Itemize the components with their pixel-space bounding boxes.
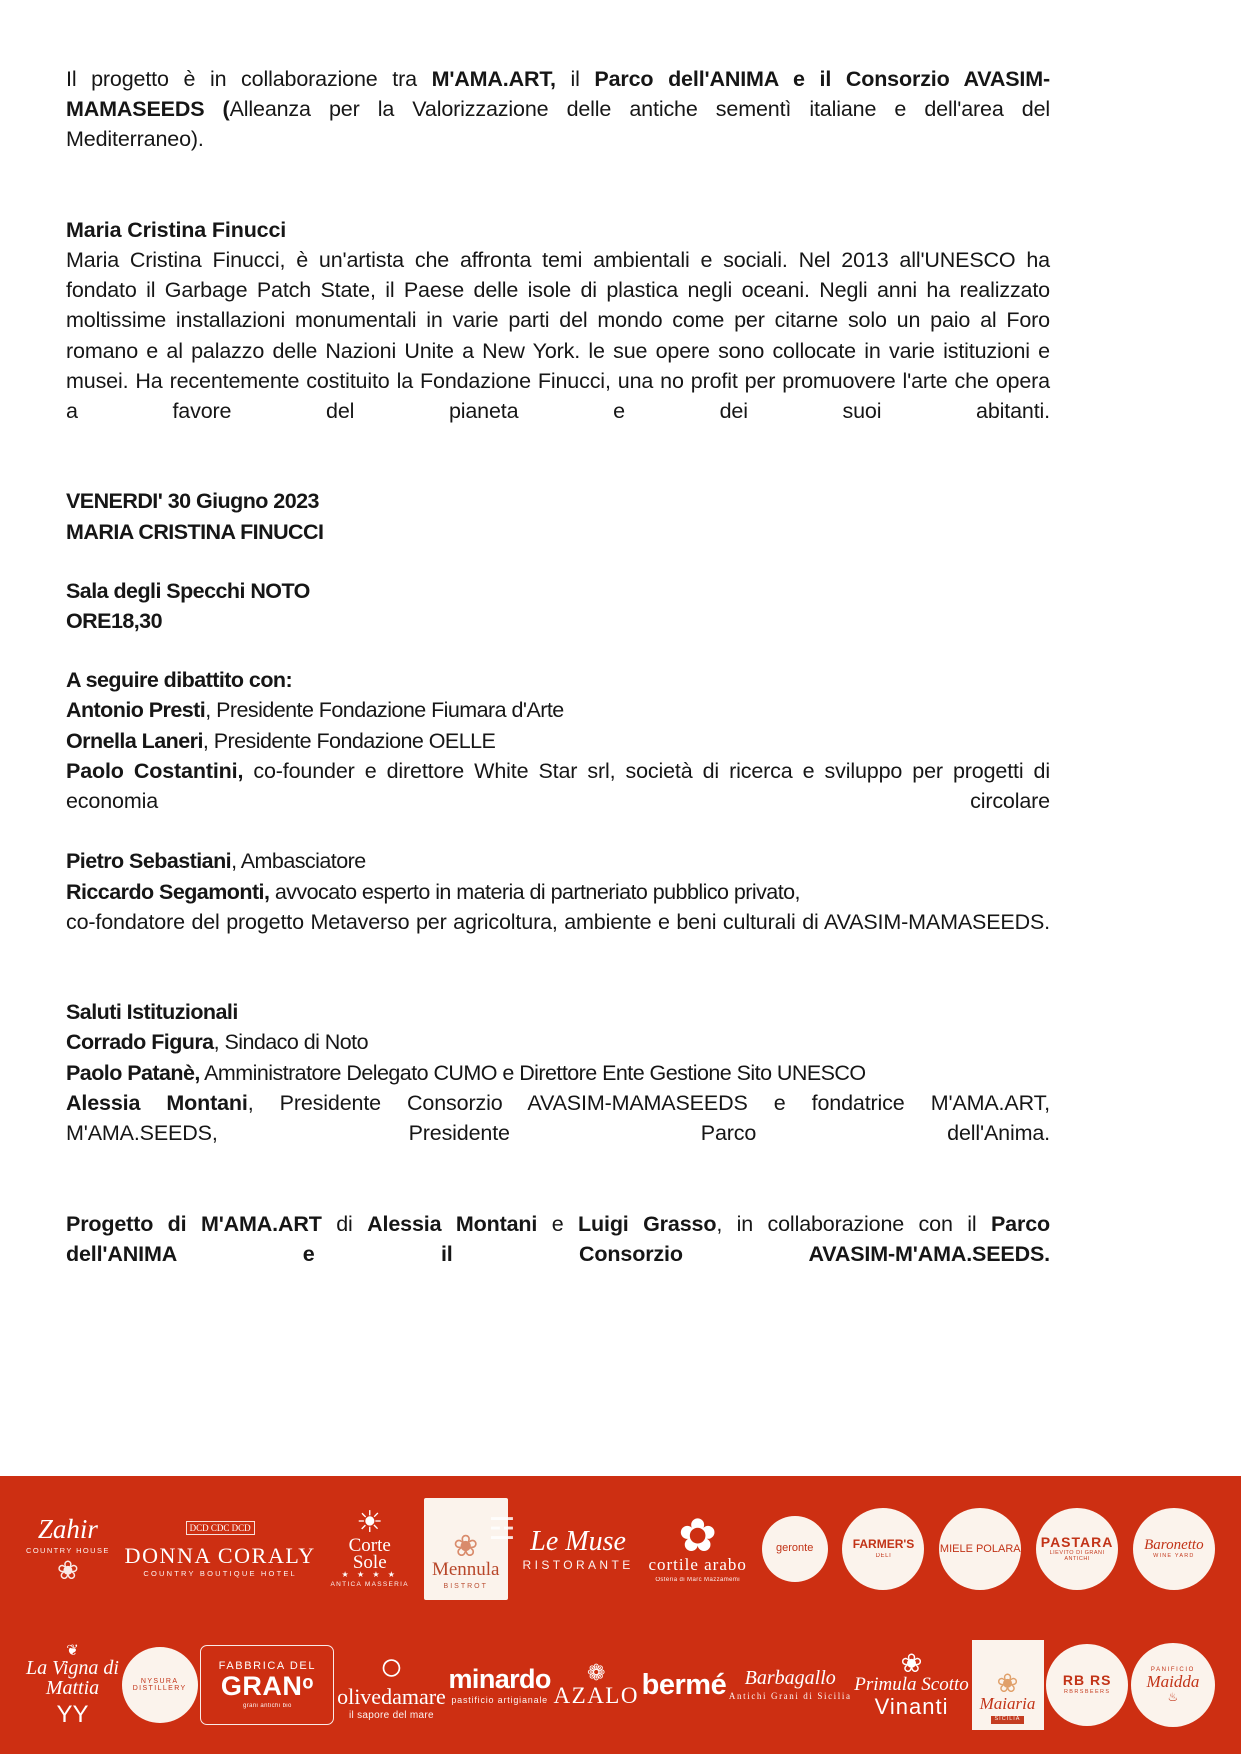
sponsor-logo-geronte bbox=[762, 1516, 828, 1582]
sponsor-name: FARMER'S bbox=[852, 1537, 915, 1552]
sponsor-name: Primula Scotto bbox=[854, 1674, 969, 1696]
sponsor-logo-primulascotto bbox=[854, 1626, 969, 1744]
greeting-role: , Sindaco di Noto bbox=[213, 1030, 368, 1055]
speaker-name: Pietro Sebastiani bbox=[66, 849, 232, 874]
sponsor-name: Maiaria bbox=[979, 1694, 1036, 1714]
sponsor-sub: il sapore del mare bbox=[349, 1709, 434, 1721]
speaker-name: Paolo Costantini, bbox=[66, 758, 244, 783]
speaker-row bbox=[66, 726, 1050, 756]
sponsor-sub: Osteria di Marc Mazzamemi bbox=[655, 1577, 740, 1584]
speaker-role: , Ambasciatore bbox=[231, 849, 366, 874]
greeting-row bbox=[66, 1027, 1050, 1057]
wheat-icon: ♨ bbox=[1167, 1689, 1179, 1704]
sponsor-sub: SICILIA bbox=[991, 1716, 1025, 1724]
sponsor-name: La Vigna di bbox=[26, 1657, 119, 1680]
sponsor-row-2 bbox=[0, 1624, 1241, 1746]
speaker-role: co-founder e direttore White Star srl, società di ricerca e sviluppo per progetti di economia circolare bbox=[66, 758, 1050, 814]
credits-paragraph bbox=[66, 1209, 1050, 1300]
sponsor-logo-lacortedelsole bbox=[331, 1490, 409, 1608]
sponsor-name: AZALO bbox=[553, 1683, 639, 1709]
wineglass-icon: ΥΥ bbox=[56, 1701, 89, 1729]
sponsor-sub: LIEVITO DI GRANI ANTICHI bbox=[1049, 1549, 1105, 1562]
sponsor-name: geronte bbox=[776, 1542, 814, 1555]
speaker-role: , Presidente Fondazione OELLE bbox=[202, 728, 496, 753]
sponsor-sub: COUNTRY BOUTIQUE HOTEL bbox=[143, 1568, 297, 1578]
sponsor-name: Zahir bbox=[37, 1514, 98, 1545]
speaker-row bbox=[66, 846, 1050, 876]
sponsor-name: Mennula bbox=[431, 1558, 500, 1580]
intro-bold-consorzio: Parco dell'ANIMA e il Consorzio AVASIM-MAMASEEDS ( bbox=[66, 67, 1050, 122]
credits-partners: Parco dell'ANIMA e il Consorzio AVASIM-M'AMA.SEEDS. bbox=[66, 1211, 1050, 1266]
speaker-row bbox=[66, 877, 1050, 907]
sponsor-name: PASTARA bbox=[1040, 1533, 1114, 1550]
credits-collab: , in collaborazione con il bbox=[716, 1211, 991, 1236]
greeting-row bbox=[66, 1088, 1050, 1179]
sponsor-sub: WINE YARD bbox=[1153, 1552, 1195, 1559]
event-time: ORE18,30 bbox=[66, 609, 162, 634]
fish-icon: ❦ bbox=[66, 1641, 79, 1659]
sponsor-name: Baronetto bbox=[1144, 1536, 1204, 1553]
sponsor-name: Barbagallo bbox=[744, 1667, 836, 1690]
bio-heading: Maria Cristina Finucci bbox=[66, 217, 287, 242]
sun-icon: ☀ bbox=[356, 1505, 384, 1539]
sponsor-row-1 bbox=[0, 1488, 1241, 1610]
sponsor-name: GRANᵒ bbox=[220, 1670, 314, 1701]
sponsor-sub: Antichi Grani di Sicilia bbox=[728, 1691, 852, 1702]
document-body bbox=[66, 64, 1050, 1299]
credits-e: e bbox=[537, 1211, 579, 1236]
sponsor-logo-fabbricadelgrano bbox=[200, 1645, 334, 1725]
greeting-row bbox=[66, 1058, 1050, 1088]
sponsor-logo-mielepolara bbox=[939, 1508, 1021, 1590]
sponsor-logo-nysura bbox=[122, 1647, 198, 1723]
speaker-role: , Presidente Fondazione Fiumara d'Arte bbox=[205, 698, 564, 723]
bio-body: Maria Cristina Finucci, è un'artista che affronta temi ambientali e sociali. Nel 2013 all'UNESCO ha fondato il Garbage Patch State, il Paese delle isole di plastica negli oceani. Negli anni ha realizzato moltissime installazioni monumentali in varie parti del mondo come per citarne solo un paio al Foro romano e al palazzo delle Nazioni Unite a New York. le sue opere sono collocate in varie istituzioni e musei. Ha recentemente costituito la Fondazione Finucci, una no profit per promuovere l'arte che opera a favore del pianeta e dei suoi abitanti. bbox=[66, 248, 1050, 424]
sponsor-name-2: Vinanti bbox=[874, 1694, 949, 1720]
speaker-name: Antonio Presti bbox=[66, 698, 206, 723]
debate-heading: A seguire dibattito con: bbox=[66, 668, 293, 693]
sponsor-name: DONNA CORALY bbox=[124, 1542, 316, 1568]
sponsor-name: MIELE POLARA bbox=[939, 1542, 1021, 1555]
intro-text-a: Il progetto è in collaborazione tra bbox=[66, 67, 432, 91]
sponsor-name: Le Muse bbox=[530, 1525, 626, 1557]
speaker-role: avvocato esperto in materia di partneriato pubblico privato, bbox=[269, 879, 800, 904]
credits-montani: Alessia Montani bbox=[367, 1211, 538, 1236]
flourish-icon: ❀ bbox=[56, 1554, 79, 1585]
sponsor-name: olivedamare bbox=[337, 1683, 446, 1709]
sponsor-sub: RBRSBEERS bbox=[1063, 1689, 1111, 1696]
sponsor-name: bermé bbox=[641, 1668, 727, 1701]
event-artist: MARIA CRISTINA FINUCCI bbox=[66, 519, 324, 544]
speaker-name: Riccardo Segamonti, bbox=[66, 879, 270, 904]
sponsor-name-2: Mattia bbox=[45, 1677, 100, 1700]
sponsor-logo-cortilearabo bbox=[648, 1490, 746, 1608]
sponsor-sub: DELI bbox=[875, 1553, 892, 1560]
sponsor-name-2: Sole bbox=[352, 1551, 387, 1573]
olive-drop-icon: ○ bbox=[379, 1644, 404, 1689]
greeting-name: Corrado Figura bbox=[66, 1030, 214, 1055]
sponsor-logo-berme bbox=[642, 1626, 727, 1744]
intro-text-b: il bbox=[555, 67, 595, 91]
sponsor-sub: ANTICA MASSERIA bbox=[330, 1581, 409, 1589]
sponsor-sub: pastificio artigianale bbox=[451, 1694, 548, 1705]
sponsor-logo-minardo bbox=[449, 1626, 551, 1744]
sponsor-logo-azalo bbox=[554, 1626, 639, 1744]
greeting-name: Paolo Patanè, bbox=[66, 1060, 200, 1085]
tree-icon: ❁ bbox=[587, 1660, 606, 1686]
sponsor-band bbox=[0, 1476, 1241, 1754]
greeting-role: , Presidente Consorzio AVASIM-MAMASEEDS e fondatrice M'AMA.ART, M'AMA.SEEDS, Presidente Parco dell'Anima. bbox=[66, 1090, 1050, 1146]
sponsor-name: RB RS bbox=[1062, 1672, 1112, 1689]
greeting-role: Amministratore Delegato CUMO e Direttore Ente Gestione Sito UNESCO bbox=[199, 1060, 866, 1085]
intro-paragraph bbox=[66, 64, 1050, 185]
greetings-heading: Saluti Istituzionali bbox=[66, 1000, 238, 1025]
wheat-icon: ❀ bbox=[900, 1648, 923, 1679]
illustration-icon: ❀ bbox=[996, 1668, 1019, 1699]
credits-project: Progetto di M'AMA.ART bbox=[66, 1211, 322, 1236]
sponsor-sub: COUNTRY HOUSE bbox=[26, 1545, 110, 1555]
sponsor-sub: grani antichi bio bbox=[242, 1702, 292, 1709]
event-date: VENERDI' 30 Giugno 2023 bbox=[66, 489, 319, 514]
sponsor-name: Maidda bbox=[1146, 1671, 1200, 1691]
sponsor-logo-farmersdeli bbox=[842, 1508, 924, 1590]
lyre-icon: ☲ bbox=[488, 1513, 516, 1546]
sponsor-sub: BISTROT bbox=[443, 1582, 488, 1590]
sponsor-logo-rbrs bbox=[1046, 1644, 1128, 1726]
sponsor-logo-lemuse bbox=[488, 1490, 634, 1608]
sponsor-sub: RISTORANTE bbox=[522, 1557, 634, 1572]
blossom-icon: ❀ bbox=[453, 1529, 479, 1563]
credits-grasso: Luigi Grasso bbox=[578, 1211, 717, 1236]
sponsor-name: NYSURA DISTILLERY bbox=[132, 1677, 187, 1692]
greeting-name: Alessia Montani bbox=[66, 1090, 248, 1115]
intro-bold-mamaart: M'AMA.ART, bbox=[431, 67, 556, 91]
sponsor-name: cortile arabo bbox=[648, 1555, 747, 1575]
sponsor-logo-baronetto bbox=[1133, 1508, 1215, 1590]
sponsor-logo-zahir bbox=[26, 1490, 110, 1608]
speaker-row bbox=[66, 756, 1050, 847]
sponsor-name: minardo bbox=[448, 1663, 551, 1694]
monogram-icon: DCD CDC DCD bbox=[186, 1521, 255, 1535]
rosette-icon: ✿ bbox=[678, 1509, 717, 1562]
sponsor-logo-olivedamare bbox=[337, 1626, 446, 1744]
credits-di: di bbox=[321, 1211, 368, 1236]
sponsor-logo-donnacoraly bbox=[125, 1490, 316, 1608]
sponsor-logo-maidda bbox=[1131, 1643, 1215, 1727]
sponsor-logo-pastara bbox=[1036, 1508, 1118, 1590]
sponsor-logo-barbagallo bbox=[729, 1626, 852, 1744]
sponsor-pre: FABBRICA DEL bbox=[218, 1660, 317, 1673]
sponsor-pre: PANIFICIO bbox=[1150, 1666, 1195, 1673]
speaker-name: Ornella Laneri bbox=[66, 728, 203, 753]
sponsor-logo-maiaria bbox=[972, 1640, 1044, 1730]
intro-text-c: Alleanza per la Valorizzazione delle antiche sementì italiane e dell'area del Mediterraneo). bbox=[66, 97, 1050, 152]
sponsor-logo-lavignadimattia bbox=[26, 1626, 119, 1744]
event-venue: Sala degli Specchi NOTO bbox=[66, 578, 310, 603]
speaker-row bbox=[66, 695, 1050, 725]
debate-continuation: co-fondatore del progetto Metaverso per agricoltura, ambiente e beni culturali di AVASIM-MAMASEEDS. bbox=[66, 909, 1050, 934]
sponsor-name: Corte bbox=[348, 1534, 391, 1556]
stars-icon: ★ ★ ★ ★ bbox=[341, 1569, 398, 1579]
